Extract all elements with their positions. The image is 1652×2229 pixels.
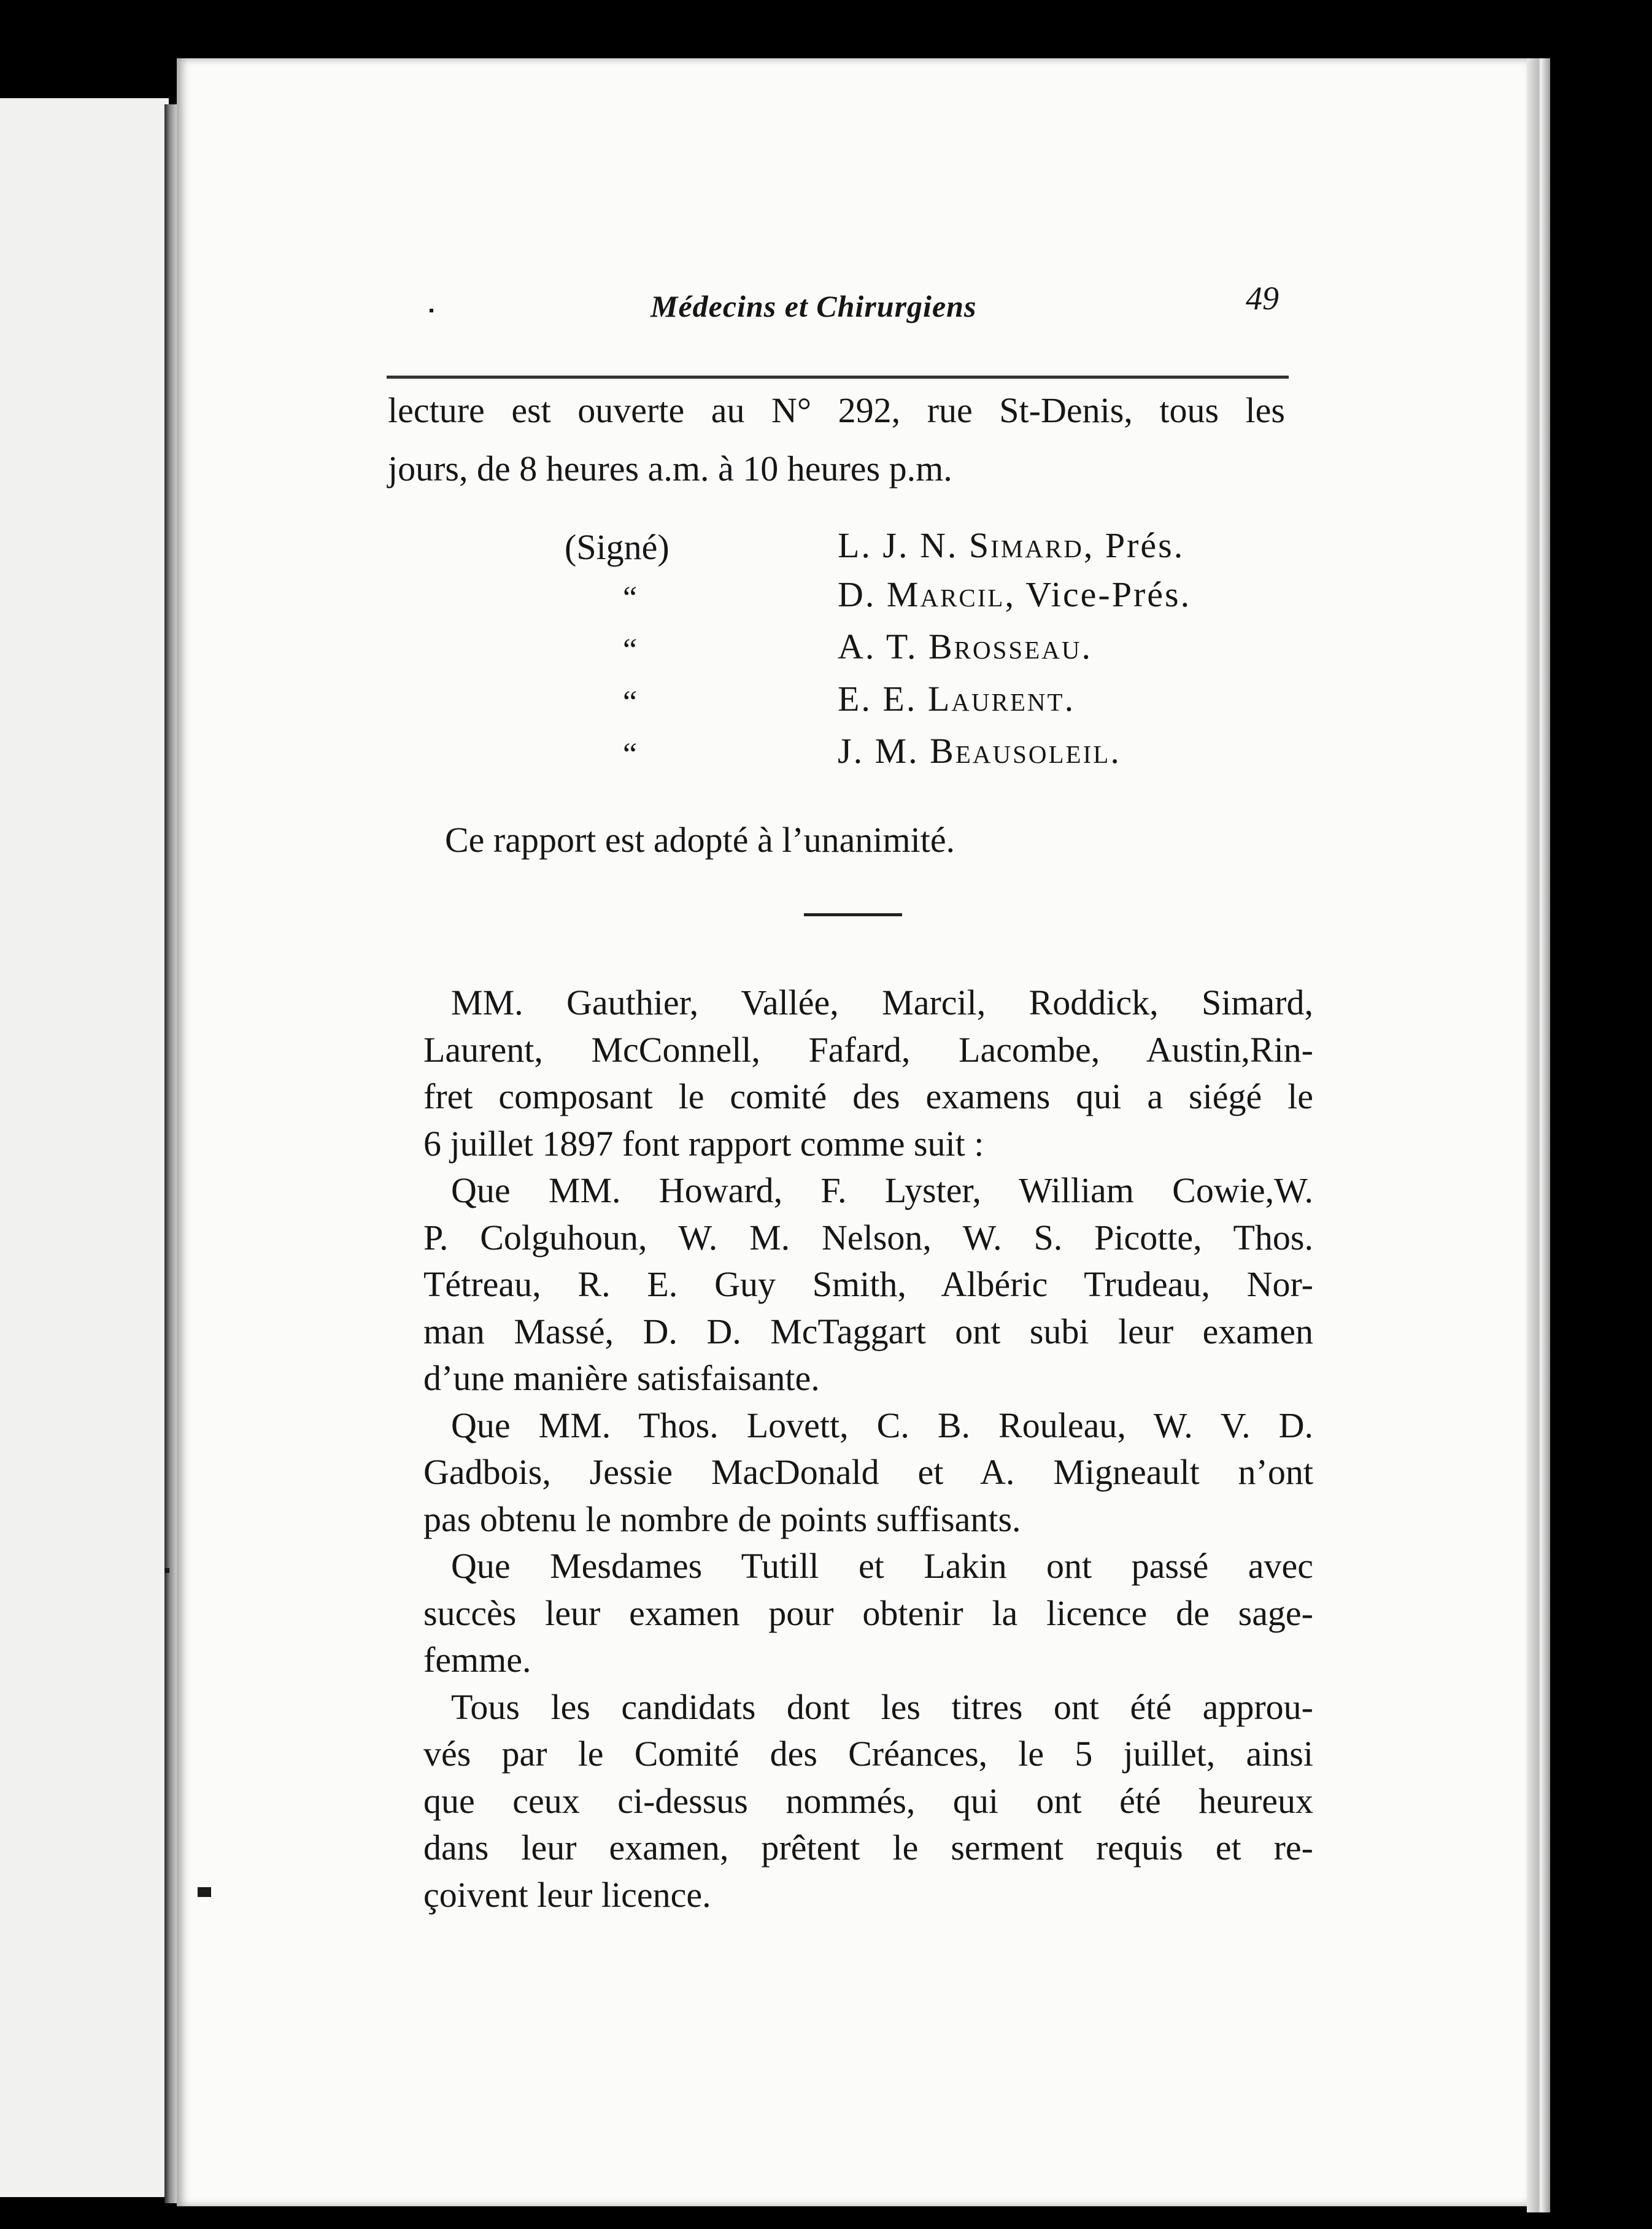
text-line: pas obtenu le nombre de points suffisants. [423, 1499, 1021, 1539]
adopted-statement: Ce rapport est adopté à l’unanimité. [445, 820, 955, 860]
running-title: Médecins et Chirurgiens [650, 289, 977, 323]
speck [164, 1568, 169, 1573]
section-rule [804, 913, 902, 916]
text-line: 6 juillet 1897 font rapport comme suit : [423, 1124, 984, 1164]
text-line: d’une manière satisfaisante. [423, 1358, 820, 1398]
text-line: jours, de 8 heures a.m. à 10 heures p.m. [388, 449, 952, 489]
text-line: dans leur examen, prêtent le serment requis et re- [423, 1828, 1313, 1868]
signatory: D. Marcil, Vice-Prés. [838, 574, 1192, 614]
signatory: J. M. Beausoleil. [838, 731, 1121, 771]
left-page [0, 98, 169, 2197]
text-line: que ceux ci-dessus nommés, qui ont été heureux [423, 1781, 1313, 1821]
text-line: Que MM. Thos. Lovett, C. B. Rouleau, W. V. D. [451, 1405, 1313, 1445]
text-line: femme. [423, 1640, 531, 1680]
text-line: lecture est ouverte au N° 292, rue St-Denis, tous les [388, 390, 1285, 430]
speck [430, 309, 433, 312]
text-line: Que MM. Howard, F. Lyster, William Cowie,W. [451, 1170, 1313, 1210]
text-line: fret composant le comité des examens qui a siégé le [423, 1076, 1313, 1116]
text-line: vés par le Comité des Créances, le 5 juillet, ainsi [423, 1734, 1313, 1774]
text-line: Tétreau, R. E. Guy Smith, Albéric Trudeau, Nor- [423, 1264, 1313, 1304]
ditto-mark: “ [623, 685, 638, 720]
page-edges [1527, 58, 1550, 2212]
signatory: L. J. N. Simard, Prés. [838, 525, 1185, 565]
text-line: Laurent, McConnell, Fafard, Lacombe, Austin,Rin- [423, 1030, 1313, 1070]
text-line: man Massé, D. D. McTaggart ont subi leur examen [423, 1312, 1313, 1351]
ditto-mark: “ [623, 581, 638, 616]
ditto-mark: “ [623, 737, 638, 772]
text-line: Gadbois, Jessie MacDonald et A. Migneault n’ont [423, 1452, 1313, 1492]
text-line: P. Colguhoun, W. M. Nelson, W. S. Picotte, Thos. [423, 1218, 1313, 1257]
book-gutter [164, 104, 178, 2203]
text-line: Que Mesdames Tutill et Lakin ont passé avec [451, 1546, 1313, 1586]
speck [198, 1887, 211, 1897]
text-line: MM. Gauthier, Vallée, Marcil, Roddick, Simard, [451, 983, 1313, 1022]
ditto-mark: “ [623, 633, 638, 668]
signatory: E. E. Laurent. [838, 679, 1076, 719]
text-line: Tous les candidats dont les titres ont été approu- [451, 1687, 1313, 1727]
text-line: çoivent leur licence. [423, 1875, 711, 1915]
header-rule [387, 376, 1289, 379]
text-line: succès leur examen pour obtenir la licence de sage- [423, 1593, 1313, 1633]
signature-label: (Signé) [565, 527, 670, 567]
signatory: A. T. Brosseau. [838, 627, 1092, 666]
page-number: 49 [1246, 280, 1279, 317]
